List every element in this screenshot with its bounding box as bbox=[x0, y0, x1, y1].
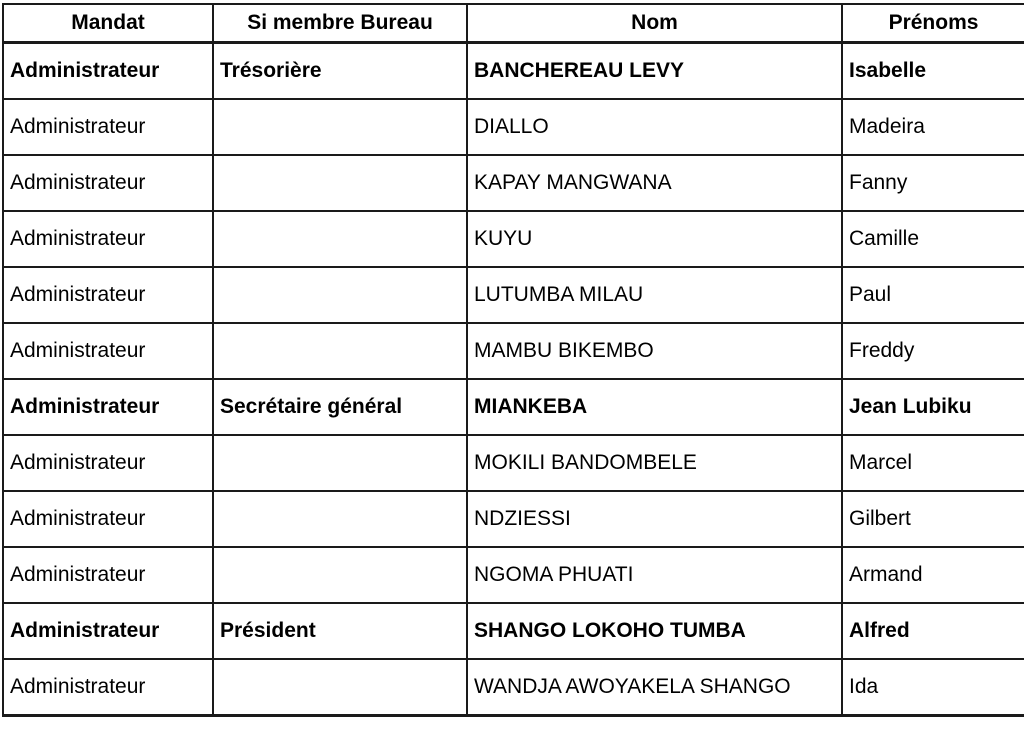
cell-membre-bureau: Président bbox=[213, 603, 467, 659]
table-row bbox=[3, 547, 1024, 603]
table-row bbox=[3, 267, 1024, 323]
header-mandat: Mandat bbox=[3, 4, 213, 43]
header-nom: Nom bbox=[467, 4, 842, 43]
table-row bbox=[3, 435, 1024, 491]
cell-prenom: Armand bbox=[842, 547, 1024, 603]
header-membre-bureau: Si membre Bureau bbox=[213, 4, 467, 43]
cell-membre-bureau bbox=[213, 211, 467, 267]
cell-mandat: Administrateur bbox=[3, 211, 213, 267]
cell-prenom: Jean Lubiku bbox=[842, 379, 1024, 435]
header-prenoms: Prénoms bbox=[842, 4, 1024, 43]
cell-membre-bureau bbox=[213, 267, 467, 323]
table-header bbox=[3, 4, 1024, 43]
cell-mandat: Administrateur bbox=[3, 659, 213, 716]
table-row bbox=[3, 211, 1024, 267]
cell-membre-bureau bbox=[213, 491, 467, 547]
cell-nom: NDZIESSI bbox=[467, 491, 842, 547]
cell-membre-bureau: Secrétaire général bbox=[213, 379, 467, 435]
table-row bbox=[3, 659, 1024, 716]
table-row bbox=[3, 323, 1024, 379]
cell-mandat: Administrateur bbox=[3, 435, 213, 491]
cell-prenom: Freddy bbox=[842, 323, 1024, 379]
cell-prenom: Paul bbox=[842, 267, 1024, 323]
cell-mandat: Administrateur bbox=[3, 155, 213, 211]
board-members-table bbox=[2, 3, 1024, 717]
cell-nom: MAMBU BIKEMBO bbox=[467, 323, 842, 379]
cell-nom: MOKILI BANDOMBELE bbox=[467, 435, 842, 491]
cell-prenom: Ida bbox=[842, 659, 1024, 716]
cell-mandat: Administrateur bbox=[3, 267, 213, 323]
cell-mandat: Administrateur bbox=[3, 547, 213, 603]
table-row bbox=[3, 491, 1024, 547]
cell-membre-bureau bbox=[213, 99, 467, 155]
cell-mandat: Administrateur bbox=[3, 491, 213, 547]
cell-membre-bureau bbox=[213, 323, 467, 379]
table-body bbox=[3, 43, 1024, 716]
cell-membre-bureau bbox=[213, 435, 467, 491]
cell-nom: MIANKEBA bbox=[467, 379, 842, 435]
cell-membre-bureau: Trésorière bbox=[213, 43, 467, 100]
table-row bbox=[3, 99, 1024, 155]
header-row bbox=[3, 4, 1024, 43]
cell-nom: KUYU bbox=[467, 211, 842, 267]
cell-prenom: Alfred bbox=[842, 603, 1024, 659]
cell-mandat: Administrateur bbox=[3, 43, 213, 100]
cell-prenom: Madeira bbox=[842, 99, 1024, 155]
table-row bbox=[3, 43, 1024, 100]
cell-nom: LUTUMBA MILAU bbox=[467, 267, 842, 323]
cell-nom: SHANGO LOKOHO TUMBA bbox=[467, 603, 842, 659]
cell-nom: DIALLO bbox=[467, 99, 842, 155]
cell-membre-bureau bbox=[213, 659, 467, 716]
cell-mandat: Administrateur bbox=[3, 99, 213, 155]
cell-nom: NGOMA PHUATI bbox=[467, 547, 842, 603]
cell-mandat: Administrateur bbox=[3, 379, 213, 435]
cell-membre-bureau bbox=[213, 155, 467, 211]
cell-membre-bureau bbox=[213, 547, 467, 603]
cell-prenom: Isabelle bbox=[842, 43, 1024, 100]
cell-nom: KAPAY MANGWANA bbox=[467, 155, 842, 211]
cell-prenom: Fanny bbox=[842, 155, 1024, 211]
cell-prenom: Gilbert bbox=[842, 491, 1024, 547]
cell-nom: BANCHEREAU LEVY bbox=[467, 43, 842, 100]
table-row bbox=[3, 379, 1024, 435]
cell-prenom: Camille bbox=[842, 211, 1024, 267]
cell-mandat: Administrateur bbox=[3, 323, 213, 379]
cell-mandat: Administrateur bbox=[3, 603, 213, 659]
cell-nom: WANDJA AWOYAKELA SHANGO bbox=[467, 659, 842, 716]
table-row bbox=[3, 603, 1024, 659]
table-row bbox=[3, 155, 1024, 211]
cell-prenom: Marcel bbox=[842, 435, 1024, 491]
